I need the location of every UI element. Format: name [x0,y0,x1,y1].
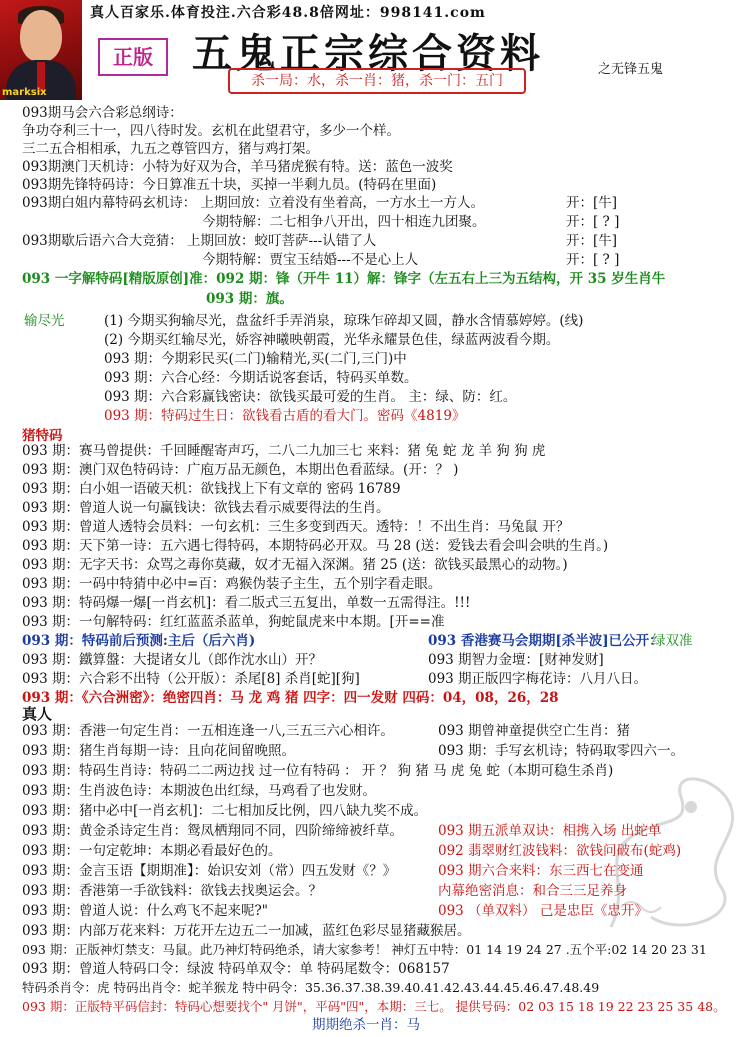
top-banner[interactable]: 真人百家乐.体育投注.六合彩48.8倍网址：998141.com [90,5,486,21]
section1-line: 今期特解：贾宝玉结婚---不是心上人 [202,252,419,268]
section3-line: 093 期：赛马曾提供：千回睡醒寄声巧，二八二九加三七 来料：猪 兔 蛇 龙 羊 狗 狗 虎 [22,443,546,459]
pair2-left: 093 期：鐵算盤：大提诸女儿（郎作沈水山）开？ [22,652,323,668]
section3-line: 093 期：澳门双色特码诗：广庖万品无颜色，本期出色看蓝绿。(开：？ ) [22,462,459,478]
section1-open-result: 开：[ ? ] [566,214,620,230]
section4-left-line: 093 期：曾道人说：什么鸡飞不起来呢?" [22,903,269,919]
section1-line: 093期澳门天机诗：小特为好双为合，羊马猪虎猴有特。送：蓝色一波奖 [22,159,453,175]
section1-line: 093期马会六合彩总纲诗： [22,105,183,121]
pair3-left: 093 期：六合彩不出特（公开版）：杀尾[8] 杀肖[蛇][狗] [22,671,360,687]
shupeng-label: 输尽光 [24,313,65,329]
section3-line: 093 期：一句解特码：红红蓝蓝杀蓝单，狗蛇鼠虎来中本期。[开==准 [22,614,445,630]
genuine-badge: 正版 [98,38,168,76]
page-title: 五鬼正宗综合资料 [192,30,544,77]
footer-line: 期期绝杀一肖：马 [312,1017,420,1033]
zhenren-label: 真人 [22,705,53,723]
section3-line: 093 期：曾道人透特会员料：一句玄机：三生多变到西天。透特：！不出生肖：马兔鼠 开？ [22,519,570,535]
section3-line: 093 期：天下第一诗：五六遇七得特码，本期特码必开双。马 28 (送：爱钱去看会叫会哄的生肖。) [22,538,609,554]
section4-left-line: 093 期：香港一句定生肖：一五相连逢一八,三五三六心相许。 [22,723,394,739]
section1-line: 093期歇后语六合大竞猜： 上期回放：蛟叮菩萨---认错了人 [22,233,377,249]
author-photo [0,0,82,100]
section4-right-line: 093 期：手写玄机诗；特码取零四六一。 [438,743,685,759]
section3-line: 093 期：曾道人说一句赢钱诀：欲钱去看示威要得法的生肖。 [22,500,390,516]
birthday-code-line: 093 期：特码过生日：欲钱看古盾的看大门。密码《4819》 [104,408,466,424]
section1-open-result: 开：[牛] [566,233,618,249]
section2-line: (1) 今期买狗输尽光，盘盆纤手弄消泉，琼珠乍碎却又圆，静水含情慕婷婷。(线) [104,313,584,329]
secret-four-zodiac-line: 093 期：《六合洲密》：绝密四肖：马 龙 鸡 猪 四字：四一发财 四码：04，08，26，28 [22,690,559,706]
section2-line: 093 期：六合彩赢钱密诀：欲钱买最可爱的生肖。 主：绿、防：红。 [104,389,517,405]
dragon-watermark-icon [591,767,741,947]
section3-line: 093 期：一码中特猜中必中=百：鸡猴伪装子主生，五个别字看走眼。 [22,576,442,592]
pair1-left: 093 期：特码前后预测:主后（后六肖) [22,633,256,649]
photo-face [20,10,62,62]
section3-line: 093 期：白小姐一语破天机：欲钱找上下有文章的 密码 16789 [22,481,401,497]
section4-right-line: 093 期曾神童提供空亡生肖：猪 [438,723,631,739]
pair2-right: 093 期智力金壇：[财神发财] [428,652,604,668]
bottom-line: 特码杀肖令：虎 特码出肖令：蛇羊猴龙 特中码令：35.36.37.38.39.40.41.42.43.44.45.46.47.48.49 [22,980,600,995]
section4-left-line: 093 期：金言玉语【期期准】：始识安刘（常）四五发财《？》 [22,863,397,879]
section1-line: 三二五合相相承，九五之尊管四方，猪与鸡打架。 [22,141,319,157]
section4-right-line: 093 期五派单双诀：相携入场 出蛇单 [438,823,662,839]
section4-right-line: 内幕绝密消息：和合三三足养身 [438,883,627,899]
zodiac-decode-line: 093 一字解特码[精版原创]准：092 期：锋（开牛 11）解：锋字（左五右上三为五结构，开 35 岁生肖牛 [22,271,666,287]
section4-left-line: 093 期：黄金杀诗定生肖：鸳凤栖翔同不同，四阶缔缔被纤草。 [22,823,404,839]
bottom-line: 093 期：正版神灯禁支：马鼠。此乃神灯特码绝杀，请大家参考！ 神灯五中特：01 14 19 24 27 .五个平:02 14 20 23 31 [22,942,707,957]
section2-line: 093 期：今期彩民买(二门)输精光,买(二门,三门)中 [104,351,407,367]
section1-open-result: 开：[ ? ] [566,252,620,268]
section2-line: (2) 今期买红输尽光，娇容神曦映朝霞，光华永耀景色佳，绿蓝两波看今期。 [104,332,560,348]
section4-left-line: 093 期：一句定乾坤：本期必看最好色的。 [22,843,282,859]
section4-right-line: 093 （单双料） 己是忠臣《忠开》 [438,903,648,919]
section4-left-line: 093 期：香港第一手欲钱料：欲钱去找奥运会。？ [22,883,323,899]
section1-open-result: 开：[牛] [566,195,618,211]
pair1-right-result: 绿双准 [652,633,693,649]
kill-box: 杀一局：水，杀一肖：猪，杀一门：五门 [228,68,526,94]
zodiac-decode-line2: 093 期：旗。 [206,291,293,307]
section3-line: 093 期：特码爆一爆[一肖玄机]：看二版式三五复出，单数一五需得注。!!! [22,595,471,611]
section4-left-line: 093 期：猪生肖每期一诗：且向花间留晚照。 [22,743,296,759]
author-name: 之无锋五鬼 [598,62,664,77]
section4-left-line: 093 期：特码生肖诗：特码二二两边找 过一位有特码 ： 开 ？ 狗 猪 马 虎 兔 蛇（本期可稳生杀肖) [22,763,614,779]
section4-right-line: 093 期六合来料：东三西七在变通 [438,863,644,879]
section1-line: 093期先锋特码诗：今日算准五十块，买掉一半剩九员。(特码在里面) [22,177,437,193]
pair1-right: 093 香港赛马会期期[杀半波]已公开： [428,633,663,649]
section1-line: 争功夺利三十一，四八待时发。玄机在此望君守，多少一个样。 [22,123,400,139]
pair3-right: 093 期正版四字梅花诗：八月八日。 [428,671,648,687]
section1-line: 093期白姐内幕特码玄机诗： 上期回放：立着没有坐着高，一方水土一方人。 [22,195,485,211]
section4-left-line: 093 期：猪中必中[一肖玄机]：二七相加反比例，四八缺九奖不成。 [22,803,428,819]
section3-line: 093 期：无字天书：众骂之毒你莫藏，奴才无福入深渊。猪 25 (送：欲钱买最黑心的动物。) [22,557,568,573]
bottom-line: 093 期：曾道人特码口令：绿波 特码单双令：单 特码尾数令：068157 [22,961,450,977]
section2-line: 093 期：六合心经：今期话说客套话，特码买单数。 [104,370,418,386]
section4-right-line: 092 翡翠财红波钱料：欲钱问破布(蛇鸡) [438,843,682,859]
marksix-logo: marksix [2,87,47,98]
pig-section-label: 猪特码 [22,428,63,444]
bottom-line: 093 期：正版特平码信封：特码心想要找个" 月饼"，平码"四"，本期：三七。 提供号码：02 03 15 18 19 22 23 25 35 48。 [22,999,726,1014]
bottom-line: 093 期：内部万花来料：万花开左边五二一加减，蓝红色彩尽显猪藏猴居。 [22,923,471,939]
section1-line: 今期特解：二七相争八开出，四十相连九团聚。 [202,214,486,230]
section4-left-line: 093 期：生肖波色诗：本期波色出红绿，马鸡看了也发财。 [22,783,377,799]
